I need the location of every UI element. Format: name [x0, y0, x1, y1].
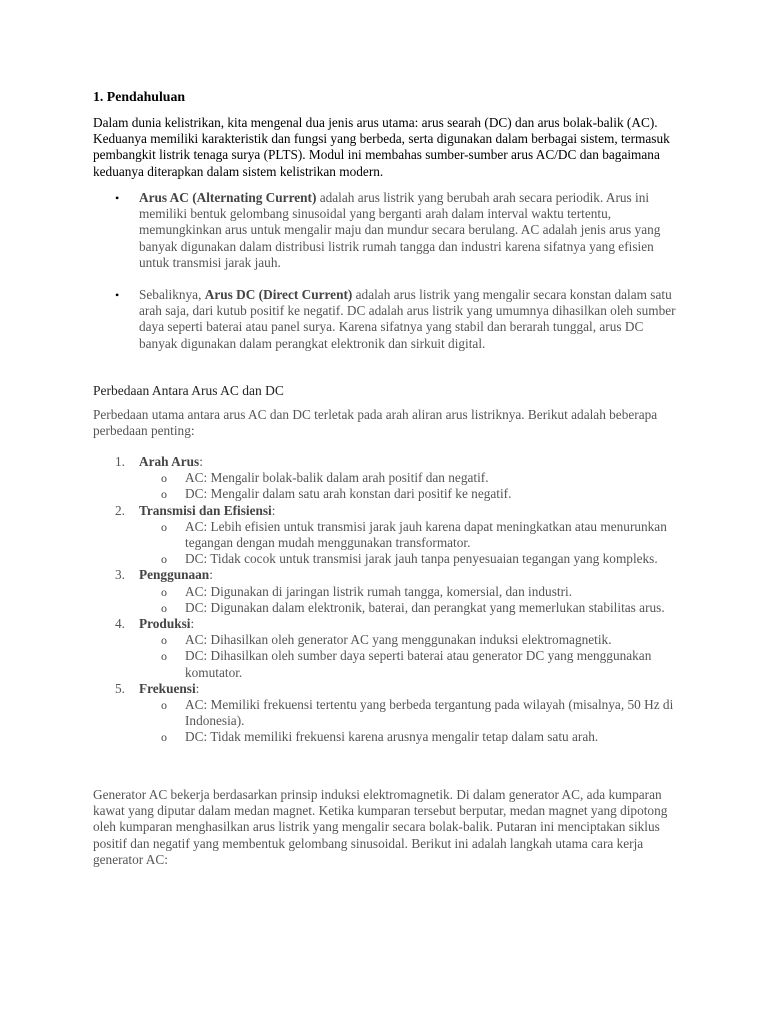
item-colon: :: [199, 454, 203, 469]
bullet-bold-term: Arus AC (Alternating Current): [139, 190, 317, 205]
sub-item-text: DC: Mengalir dalam satu arah konstan dari positif ke negatif.: [185, 486, 512, 502]
item-colon: :: [271, 502, 276, 518]
item-title: Transmisi dan Efisiensi: [139, 502, 272, 518]
generator-paragraph: Generator AC bekerja berdasarkan prinsip induksi elektromagnetik. Di dalam generator AC, ada kumparan kawat yang diputar dalam medan magnet. Ketika kumparan tersebut berputar, medan magnet yang dipotong oleh kumparan menghasilkan arus listrik yang mengalir secara bolak-balik. Putaran ini menciptakan siklus positif dan negatif yang membentuk gelombang sinusoidal. Berikut ini adalah langkah utama cara kerja generator AC:: [93, 787, 668, 867]
sub-list-item: [139, 600, 683, 616]
sub-list-item: [139, 551, 683, 567]
item-colon: :: [190, 616, 195, 632]
item-title: Arah Arus: [139, 454, 200, 469]
circle-bullet-icon: o: [161, 471, 167, 486]
section-heading: 1. Pendahuluan: [93, 89, 186, 104]
bullet-icon: •: [115, 191, 120, 205]
sub-list-item: [139, 584, 683, 600]
difference-item: [93, 616, 683, 681]
circle-bullet-icon: o: [161, 649, 167, 664]
difference-item: [93, 503, 683, 568]
sub-list: [139, 584, 683, 616]
sub-item-text: AC: Dihasilkan oleh generator AC yang menggunakan induksi elektromagnetik.: [185, 632, 612, 648]
sub-list: [139, 632, 683, 681]
circle-bullet-icon: o: [161, 698, 167, 713]
sub-list-item: [139, 632, 683, 648]
differences-list: [93, 454, 683, 746]
difference-item: [93, 454, 683, 503]
sub-list-item: [139, 470, 683, 486]
bullet-item-ac: [93, 190, 683, 271]
sub-list: [139, 470, 683, 502]
sub-list: [139, 697, 683, 746]
item-colon: :: [195, 680, 200, 696]
item-number: 5.: [115, 680, 125, 696]
bullet-text: adalah arus listrik yang berubah arah secara periodik. Arus ini memiliki bentuk gelombang sinusoidal yang berganti arah dalam interval waktu tertentu, memungkinkan arus untuk mengalir maju dan mundur secara berulang. AC adalah jenis arus yang banyak digunakan dalam distribusi listrik rumah tangga dan industri karena sifatnya yang efisien untuk transmisi jarak jauh.: [139, 190, 661, 270]
sub-item-text: DC: Tidak cocok untuk transmisi jarak jauh tanpa penyesuaian tegangan yang kompleks.: [185, 551, 658, 567]
sub-list-item: [139, 486, 683, 502]
item-title: Penggunaan: [139, 567, 210, 583]
item-number: 4.: [115, 616, 125, 632]
sub-item-text: AC: Mengalir bolak-balik dalam arah positif dan negatif.: [185, 470, 489, 486]
item-colon: :: [209, 567, 213, 583]
sub-item-text: DC: Tidak memiliki frekuensi karena arusnya mengalir tetap dalam satu arah.: [185, 729, 599, 745]
sub-item-text: DC: Dihasilkan oleh sumber daya seperti baterai atau generator DC yang menggunakan komutator.: [185, 648, 652, 680]
sub-list-item: [139, 648, 683, 680]
item-title: Produksi: [139, 616, 191, 632]
sub-list-item: [139, 697, 683, 729]
bullet-bold-term: Arus DC (Direct Current): [204, 287, 353, 303]
item-number: 2.: [115, 502, 125, 518]
sub-item-text: AC: Lebih efisien untuk transmisi jarak jauh karena dapat meningkatkan atau menurunkan tegangan dengan mudah menggunakan transformator.: [185, 518, 667, 551]
circle-bullet-icon: o: [161, 730, 167, 745]
circle-bullet-icon: o: [161, 487, 167, 502]
circle-bullet-icon: o: [161, 552, 167, 567]
bullet-icon: •: [115, 288, 120, 303]
difference-item: [93, 681, 683, 746]
sub-list-item: [139, 729, 683, 745]
intro-paragraph: Dalam dunia kelistrikan, kita mengenal dua jenis arus utama: arus searah (DC) dan arus bolak-balik (AC). Keduanya memiliki karakteristik dan fungsi yang berbeda, serta digunakan dalam berbagai sistem, termasuk pembangkit listrik tenaga surya (PLTS). Modul ini membahas sumber-sumber arus AC/DC dan bagaimana keduanya diterapkan dalam sistem kelistrikan modern.: [93, 115, 670, 179]
bullet-text: adalah arus listrik yang mengalir secara konstan dalam satu arah saja, dari kutub positif ke negatif. DC adalah arus listrik yang umumnya dihasilkan oleh sumber daya seperti baterai atau panel surya. Karena sifatnya yang stabil dan berarah tunggal, arus DC banyak digunakan dalam perangkat elektronik dan sirkuit digital.: [139, 287, 676, 351]
circle-bullet-icon: o: [161, 633, 167, 648]
subsection-heading: Perbedaan Antara Arus AC dan DC: [93, 383, 284, 398]
item-title: Frekuensi: [139, 680, 196, 696]
differences-intro: Perbedaan utama antara arus AC dan DC terletak pada arah aliran arus listriknya. Berikut adalah beberapa perbedaan penting:: [93, 407, 658, 439]
bullet-item-dc: [93, 287, 683, 352]
sub-item-text: AC: Memiliki frekuensi tertentu yang berbeda tergantung pada wilayah (misalnya, 50 Hz di Indonesia).: [185, 697, 674, 729]
bullet-list: [93, 190, 683, 368]
difference-item: [93, 567, 683, 616]
sub-item-text: AC: Digunakan di jaringan listrik rumah tangga, komersial, dan industri.: [185, 583, 573, 599]
sub-list-item: [139, 519, 683, 551]
circle-bullet-icon: o: [161, 519, 167, 534]
circle-bullet-icon: o: [161, 600, 167, 615]
item-number: 1.: [115, 454, 125, 469]
circle-bullet-icon: o: [161, 584, 167, 599]
item-number: 3.: [115, 567, 125, 583]
sub-list: [139, 519, 683, 568]
sub-item-text: DC: Digunakan dalam elektronik, baterai, dan perangkat yang memerlukan stabilitas arus.: [185, 599, 665, 615]
bullet-pre: Sebaliknya,: [139, 287, 205, 303]
